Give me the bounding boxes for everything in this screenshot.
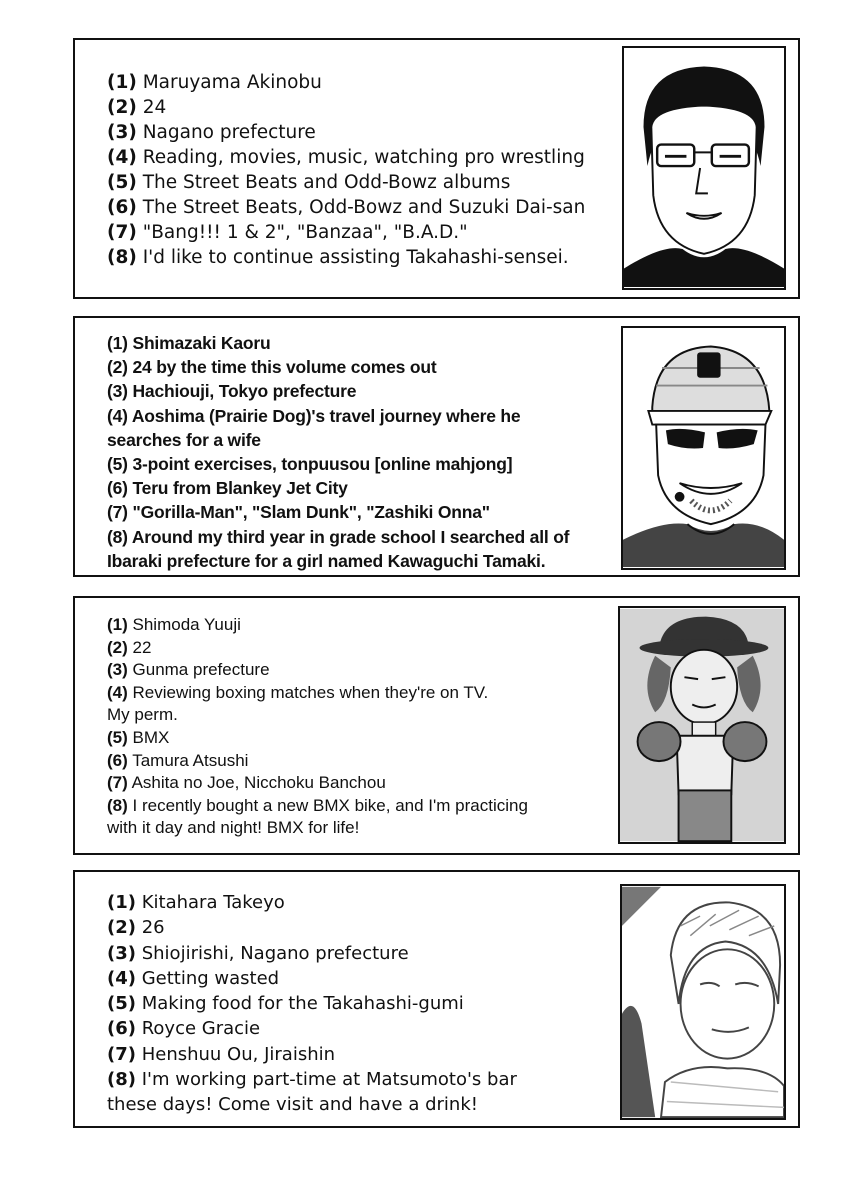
profile-3-text [107, 614, 598, 840]
portrait-sketch-person [620, 884, 786, 1120]
portrait-cap-sunglasses-man [621, 326, 786, 570]
profile-1-text [107, 70, 588, 270]
cap-man-illustration [623, 328, 784, 568]
profile-1-line-6: (6) The Street Beats, Odd-Bowz and Suzuki Dai-san [107, 197, 586, 218]
profile-1-line-4: (4) Reading, movies, music, watching pro wrestling [107, 147, 585, 168]
profile-2-line-7: (7) "Gorilla-Man", "Slam Dunk", "Zashiki Onna" [107, 502, 490, 523]
profile-4-line-8: (8) I'm working part-time at Matsumoto's bar [107, 1069, 517, 1091]
profile-3-line-2: (2) 22 [107, 637, 152, 657]
profile-3-line-4: (4) Reviewing boxing matches when they're on TV. [107, 682, 489, 702]
profile-2-line-6: (6) Teru from Blankey Jet City [107, 478, 348, 499]
profile-2-line-3: (3) Hachiouji, Tokyo prefecture [107, 381, 357, 402]
profile-3-line-5: (5) BMX [107, 727, 170, 747]
profile-3-line-6: (6) Tamura Atsushi [107, 750, 249, 770]
profile-card-3 [73, 596, 800, 855]
profile-4-line-5: (5) Making food for the Takahashi-gumi [107, 993, 464, 1015]
profile-1-line-8: (8) I'd like to continue assisting Takahashi-sensei. [107, 247, 569, 268]
profile-3-line-7: (7) Ashita no Joe, Nicchoku Banchou [107, 773, 386, 793]
profile-card-1 [73, 38, 800, 299]
profile-4-line-3: (3) Shiojirishi, Nagano prefecture [107, 942, 409, 964]
profile-4-text [107, 890, 598, 1118]
profile-3-line-4-cont: My perm. [107, 705, 178, 725]
profile-4-line-2: (2) 26 [107, 917, 165, 939]
sketch-person-illustration [622, 886, 784, 1118]
portrait-boxer-hat [618, 606, 786, 844]
portrait-glasses-man [622, 46, 786, 290]
profile-1-line-7: (7) "Bang!!! 1 & 2", "Banzaa", "B.A.D." [107, 222, 468, 243]
profile-2-line-4-cont: searches for a wife [107, 429, 261, 450]
profile-4-line-1: (1) Kitahara Takeyo [107, 892, 285, 913]
profile-4-line-6: (6) Royce Gracie [107, 1018, 261, 1040]
profile-1-line-5: (5) The Street Beats and Odd-Bowz albums [107, 172, 511, 193]
profile-1-line-2: (2) 24 [107, 97, 167, 118]
profile-4-line-8-cont: these days! Come visit and have a drink! [107, 1094, 478, 1116]
profile-3-line-1: (1) Shimoda Yuuji [107, 615, 241, 634]
profile-2-text [107, 331, 618, 573]
profile-2-line-8-cont: Ibaraki prefecture for a girl named Kawaguchi Tamaki. [107, 550, 546, 571]
profile-3-line-8: (8) I recently bought a new BMX bike, and I'm practicing [107, 795, 528, 815]
profile-2-line-4: (4) Aoshima (Prairie Dog)'s travel journey where he [107, 405, 521, 426]
profile-card-4 [73, 870, 800, 1128]
profile-1-line-3: (3) Nagano prefecture [107, 122, 316, 143]
profile-3-line-8-cont: with it day and night! BMX for life! [107, 818, 360, 838]
profile-2-line-5: (5) 3-point exercises, tonpuusou [online mahjong] [107, 454, 513, 475]
profile-4-line-7: (7) Henshuu Ou, Jiraishin [107, 1043, 336, 1065]
glasses-man-illustration [624, 48, 784, 288]
profile-card-2 [73, 316, 800, 577]
profile-2-line-2: (2) 24 by the time this volume comes out [107, 357, 437, 378]
profile-4-line-4: (4) Getting wasted [107, 967, 280, 989]
profile-2-line-8: (8) Around my third year in grade school I searched all of [107, 526, 570, 547]
profile-1-line-1: (1) Maruyama Akinobu [107, 72, 322, 93]
profile-2-line-1: (1) Shimazaki Kaoru [107, 333, 271, 353]
profile-3-line-3: (3) Gunma prefecture [107, 660, 270, 680]
boxer-illustration [620, 608, 784, 842]
